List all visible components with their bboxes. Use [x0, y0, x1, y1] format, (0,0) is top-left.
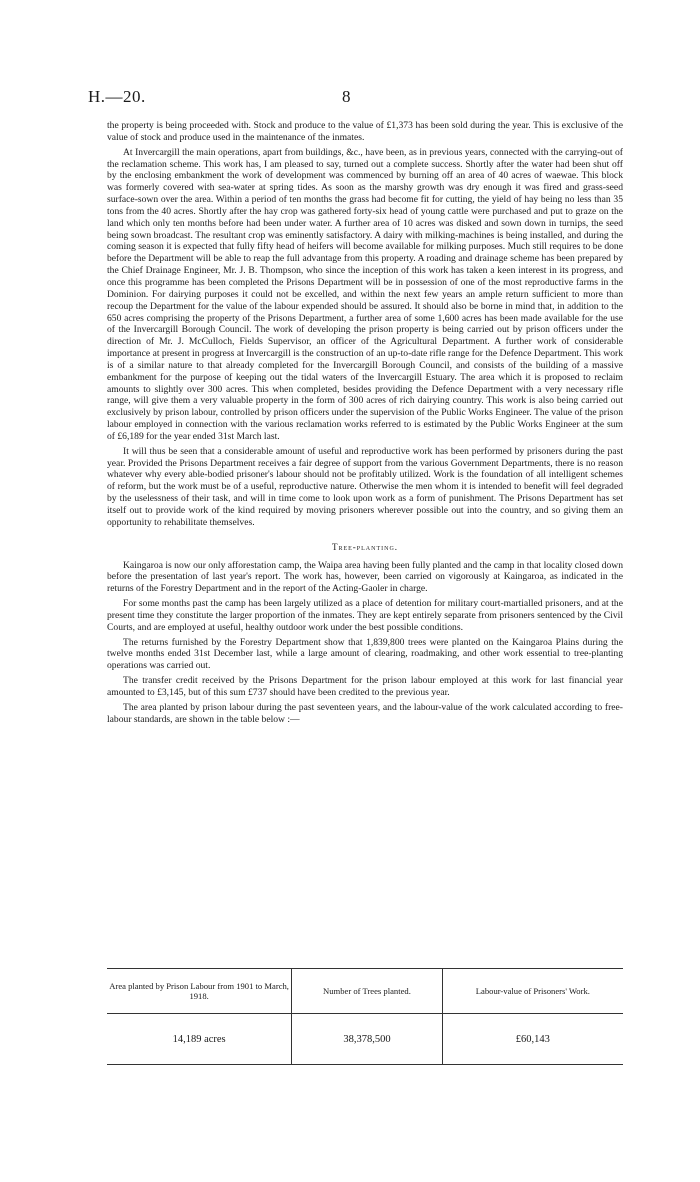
section-heading-tree-planting: Tree-planting. — [331, 541, 399, 552]
paragraph: The area planted by prison labour during the past seventeen years, and the labour-value of the work calculated according to free-labour standards, are shown in the table below :— — [107, 701, 623, 725]
page-number: 8 — [342, 87, 351, 106]
paragraph: At Invercargill the main operations, apart from buildings, &c., have been, as in previous years, connected with the carrying-out of the reclamation scheme. This work has, I am pleased to say, turned out a complete success. Shortly after the water had been shut off by the enclosing embankment the work of development was commenced by burning off an area of 40 acres of waewae. This block was formerly covered with sea-water at spring tides. As soon as the marshy growth was dry enough it was fired and grass-seed surface-sown over the area. Within a period of ten months the grass had become fit for cutting, the yield of hay being no less than 35 tons from the 40 acres. Shortly after the hay crop was gathered forty-six head of young cattle were purchased and put to graze on the land which only ten months before had been under water. A further area of 10 acres was disked and sown down in turnips, the seed being sown broadcast. The resultant crop was eminently satisfactory. A dairy with milking-machines is being installed, and during the coming season it is expected that fully fifty head of heifers will become available for milking purposes. Much still requires to be done before the Department will be able to reap the full advantage from this property. A roading and drainage scheme has been prepared by the Chief Drainage Engineer, Mr. J. B. Thompson, who since the inception of this work has taken a keen interest in its progress, and once this programme has been completed the Prisons Department will be in possession of one of the most reproductive farms in the Dominion. For dairying purposes it could not be excelled, and within the next few years an ample return sufficient to more than recoup the Department for the value of the labour expended should be assured. It should also be borne in mind that, in addition to the 650 acres comprising the property of the Prisons Department, a further area of some 1,600 acres has been made available for the use of the Invercargill Borough Council. The work of developing the prison property is being carried out by prison officers under the direction of Mr. J. McCulloch, Fields Supervisor, an officer of the Agricultural Department. A further work of considerable importance at present in progress at Invercargill is the construction of an up-to-date rifle range for the Defence Department. This work is of a similar nature to that already completed for the Invercargill Borough Council, and consists of the building of a massive embankment for the purpose of keeping out the tidal waters of the Invercargill Estuary. The area which it is proposed to reclaim amounts to slightly over 300 acres. This when completed, besides providing the Defence Department with a very necessary rifle range, will give them a very valuable property in the form of 300 acres of rich dairying country. This work is also being carried out exclusively by prison labour, controlled by prison officers under the supervision of the Public Works Engineer. The value of the prison labour employed in connection with the various reclamation works referred to is estimated by the Public Works Engineer at the sum of £6,189 for the year ended 31st March last. — [107, 146, 623, 442]
paragraph: For some months past the camp has been largely utilized as a place of detention for military court-martialled prisoners, and at the present time they constitute the larger proportion of the inmates. They are kept entirely separate from prisoners sentenced by the Civil Courts, and are employed at useful, healthy outdoor work under the best possible conditions. — [107, 598, 623, 633]
cell-labour-value: £60,143 — [442, 1014, 623, 1065]
paragraph: It will thus be seen that a considerable amount of useful and reproductive work has been performed by prisoners during the past year. Provided the Prisons Department receives a fair degree of support from the various Government Departments, there is no reason whatever why every able-bodied prisoner's labour should not be profitably utilized. Work is the foundation of all intelligent schemes of reform, but the work must be of a useful, reproductive nature. Otherwise the men whom it is intended to benefit will feel degraded by the uselessness of their task, and will in time come to look upon work as a form of punishment. The Prisons Department has set itself out to provide work of the kind required by moving prisoners wherever possible out into the country, and so giving them an opportunity to rehabilitate themselves. — [107, 445, 623, 528]
table-row — [107, 1014, 623, 1065]
tree-planting-table — [107, 968, 623, 1065]
table-header-row — [107, 969, 623, 1014]
paragraph: The transfer credit received by the Prisons Department for the prison labour employed at this work for last financial year amounted to £3,145, but of this sum £737 should have been credited to the previous year. — [107, 675, 623, 698]
paragraph: the property is being proceeded with. Stock and produce to the value of £1,373 has been sold during the year. This is exclusive of the value of stock and produce used in the maintenance of the inmates. — [107, 120, 623, 143]
column-header-area: Area planted by Prison Labour from 1901 to March, 1918. — [107, 969, 292, 1014]
document-body — [107, 120, 623, 729]
paragraph: Kaingaroa is now our only afforestation camp, the Waipa area having been fully planted and the camp in that locality closed down before the presentation of last year's report. The work has, however, been carried on vigorously at Kaingaroa, as indicated in the returns of the Forestry Department and in the report of the Acting-Gaoler in charge. — [107, 559, 623, 595]
cell-trees: 38,378,500 — [292, 1014, 442, 1065]
column-header-trees: Number of Trees planted. — [292, 969, 442, 1014]
cell-area: 14,189 acres — [107, 1014, 292, 1065]
paragraph: The returns furnished by the Forestry Department show that 1,839,800 trees were planted on the Kaingaroa Plains during the twelve months ended 31st December last, while a large amount of clearing, roadmaking, and other work essential to tree-planting operations was carried out. — [107, 636, 623, 672]
column-header-labour-value: Labour-value of Prisoners' Work. — [442, 969, 623, 1014]
document-reference: H.—20. — [88, 87, 146, 106]
